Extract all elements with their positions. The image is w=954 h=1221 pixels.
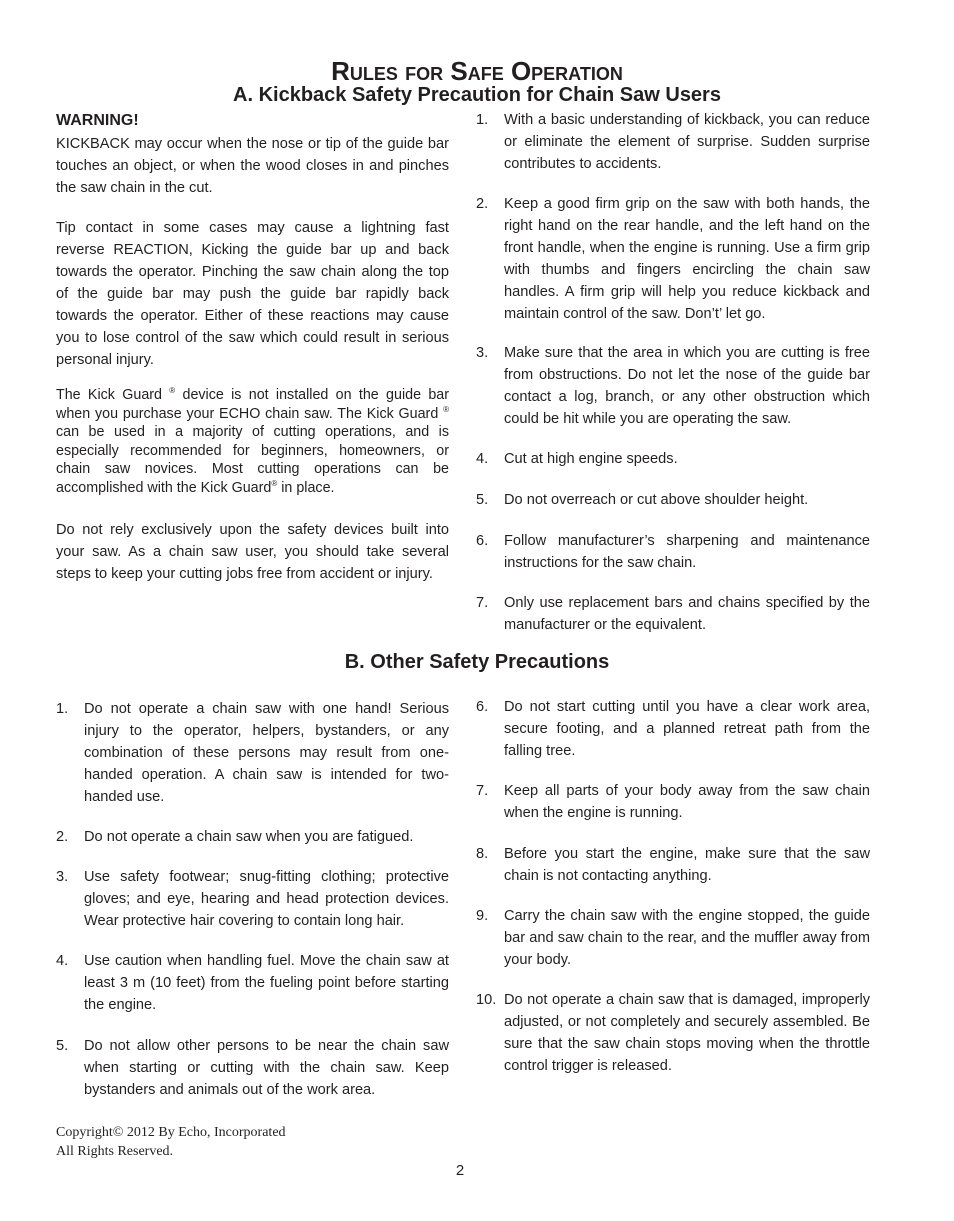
page-number: 2 [455,1162,465,1179]
warning-label: WARNING! [56,112,139,129]
copyright-line: Copyright© 2012 By Echo, Incorporated [56,1125,286,1140]
kick-guard-paragraph: The Kick Guard ® device is not installed on the guide bar when you purchase your ECHO chain saw. The Kick Guard ® can be used in a majority of cutting operations, and is especially recommended for beginners, homeowners, or chain saw novices. Most cutting operations can be accomplished with the Kick Guard® in place. [56,386,449,496]
tip-contact-paragraph: Tip contact in some cases may cause a lightning fast reverse REACTION, Kicking the guide bar up and back towards the operator. Pinching the saw chain along the top of the guide bar may push the guide bar rapidly back towards the operator. Either of these reactions may cause you to lose control of the saw which could result in serious personal injury. [56,220,449,368]
safety-devices-paragraph: Do not rely exclusively upon the safety devices built into your saw. As a chain saw user, you should take several steps to keep your cutting jobs free from accident or injury. [56,522,449,582]
section-b-heading: B. Other Safety Precautions [344,651,610,673]
kickback-paragraph: KICKBACK may occur when the nose or tip of the guide bar touches an object, or when the wood closes in and pinches the saw chain in the cut. [56,136,449,196]
page-title: Rules for Safe Operation [331,56,623,86]
rights-line: All Rights Reserved. [56,1144,174,1159]
section-a-heading: A. Kickback Safety Precaution for Chain Saw Users [233,84,721,106]
copyright-footer [56,1123,376,1161]
